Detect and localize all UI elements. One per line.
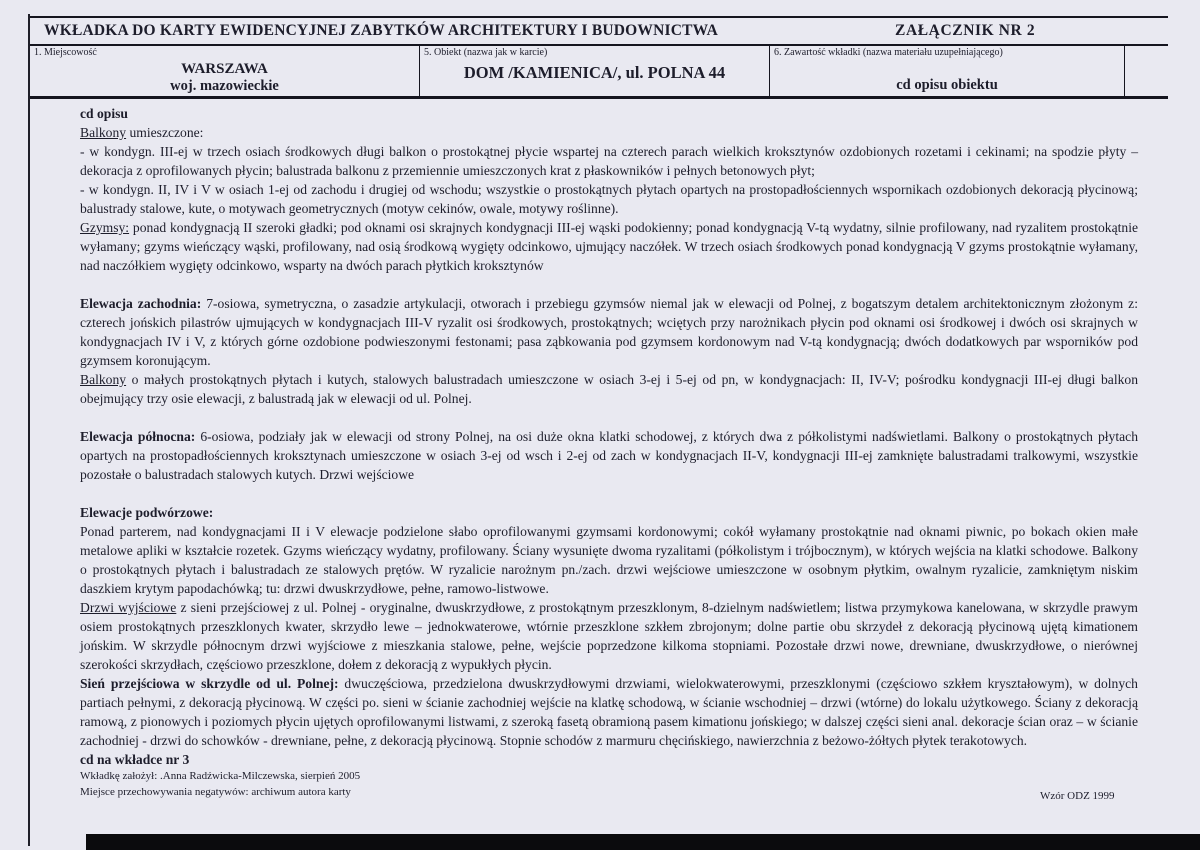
paragraph-balkon-kondygnacja-2-4-5: - w kondygn. II, IV i V w osiach 1-ej od zachodu i drugiej od wschodu; wszystkie o prostokątnych płytach opartych na prostopadłościennych wspornikach ozdobionych dekoracją płycinową; balustrady stalowe, kute, o motywach geometrycznych (motyw cekinów, owale, motywy roślinne). bbox=[80, 182, 1138, 216]
form-code: Wzór ODZ 1999 bbox=[1040, 790, 1115, 802]
scan-edge-left bbox=[28, 14, 30, 846]
cell-miejscowosc bbox=[30, 46, 420, 96]
attachment-number-label: ZAŁĄCZNIK NR 2 bbox=[895, 22, 1036, 39]
paragraph-cd-opisu: cd opisu bbox=[80, 106, 128, 121]
paragraph-elewacje-podworzowe: Ponad parterem, nad kondygnacjami II i V elewacje podzielone słabo oprofilowanymi gzymsami kordonowymi; cokół wyłamany prostokątnie nad oknami piwnic, po bokach okien małe metalowe apliki w kształcie rozetek. Gzyms wieńczący wydatny, profilowany. Ściany wysunięte dwoma ryzalitami (półkolistym i trójbocznym), w których wejścia na klatki schodowe. Balkony o prostokątnych płytach i balustradach ze stalowych prętów. W ryzalicie narożnym pn./zach. drzwi wejściowe umieszczone w osobnym płytkim, owalnym ryzalicie, zamkniętym niskim daszkiem krytym papodachówką; tu: drzwi dwuskrzydłowe, pełne, ramowo-listwowe. bbox=[80, 524, 1138, 596]
scan-band-bottom bbox=[86, 834, 1200, 850]
field-label-obiekt: 5. Obiekt (nazwa jak w karcie) bbox=[424, 47, 548, 58]
paragraph-balkony-zachodnia: Balkony o małych prostokątnych płytach i kutych, stalowych balustradach umieszczone w osiach 3-ej i 5-ej od pn, w kondygnacjach: II, IV-V; pośrodku kondygnacji III-ej długi balkon obejmujący trzy osie elewacji, z balustradą jak w elewacji od ul. Polnej. bbox=[80, 372, 1138, 406]
cell-obiekt bbox=[420, 46, 770, 96]
paragraph-elewacja-zachodnia: Elewacja zachodnia: 7-osiowa, symetryczna, o zasadzie artykulacji, otworach i przebiegu gzymsów niemal jak w elewacji od Polnej, z bogatszym detalem architektonicznym złożonym z: czterech jońskich pilastrów ujmujących w kondygnacjach III-V ryzalit osi środkowych, prostokątnych; wciętych przy narożnikach płycin pod oknami osi środkowej i dwóch osi skrajnych w kondygnacjach IV i V, z których górne ozdobione podwieszonymi festonami; pasa ząbkowania pod gzymsem kordonowym nad V-tą kondygnacją; dwóch dodatkowych par wsporników pod gzymsem koronującym. bbox=[80, 296, 1138, 368]
spacer bbox=[80, 275, 1138, 294]
paragraph-drzwi-wyjsciowe: Drzwi wyjściowe z sieni przejściowej z ul. Polnej - oryginalne, dwuskrzydłowe, z prostokątnym przeszklonym, 8-dzielnym nadświetlem; listwa przymykowa kanelowana, w skrzydle prawym osiem prostokątnych przeszklonych kwater, skrzydło lewe – jednokwaterowe, wtórnie przeszklone szkłem zbrojonym; dolne partie obu skrzydeł z dekoracją płycinową ujętą kimationem jońskim. W skrzydle północnym drzwi wyjściowe z mieszkania stalowe, pełne, wejście poprzedzone kilkoma stopniami. Pozostałe drzwi nowe, drewniane, dwuskrzydłowe, o nierównej szerokości skrzydłach, częściowo przeszklone, dołem z dekoracją z wypukłych płycin. bbox=[80, 600, 1138, 672]
paragraph-balkon-kondygnacja-3: - w kondygn. III-ej w trzech osiach środkowych długi balkon o prostokątnej płycie wspartej na czterech parach wielkich kroksztynów ozdobionych rozetami i cekinami; na spodzie płyty – dekoracja z oprofilowanych płycin; balustrada balkonu z przemiennie umieszczonych krat z płaskowników i pełnych betonowych płyt; bbox=[80, 144, 1138, 178]
field-value-region: woj. mazowieckie bbox=[170, 78, 279, 94]
field-value-obiekt: DOM /KAMIENICA/, ul. POLNA 44 bbox=[463, 63, 726, 82]
paragraph-elewacje-podworzowe-heading: Elewacje podwórzowe: bbox=[80, 505, 214, 520]
paragraph-gzymsy: Gzymsy: ponad kondygnacją II szeroki gładki; pod oknami osi skrajnych kondygnacji III-ej wąski podokienny; ponad kondygnacją V-tą wydatny, silnie profilowany, nad ryzalitem prostokątnie wyłamany; gzyms wieńczący wąski, profilowany, nad osią środkową wygięty odcinkowo, ujmujący naczółek. W trzech osiach środkowych ponad kondygnacją V gzyms prostokątnie wyłamany, nad naczółkiem wygięty odcinkowo, wsparty na dwóch parach płytkich kroksztynów bbox=[80, 220, 1138, 273]
header-row bbox=[30, 18, 1168, 46]
paragraph-elewacja-polnocna: Elewacja północna: 6-osiowa, podziały jak w elewacji od strony Polnej, na osi duże okna klatki schodowej, z których dwa z półkolistymi nadświetlami. Balkony o prostokątnych płytach opartych na prostopadłościennych kroksztynach umieszczone w osiach 3-ej od wsch i 2-ej od zach w kondygnacjach II-V, kondygnacji III-ej zamknięte balustradami tralkowymi, wszystkie pozostałe o balustradach stalowych kutych. Drzwi wejściowe bbox=[80, 429, 1138, 482]
footer-notes bbox=[80, 768, 360, 800]
field-label-miejscowosc: 1. Miejscowość bbox=[34, 47, 97, 58]
description-body bbox=[80, 104, 1138, 769]
footer-negatives-line: Miejsce przechowywania negatywów: archiwum autora karty bbox=[80, 786, 351, 798]
footer-author-line: Wkładkę założył: .Anna Radźwicka-Milczewska, sierpień 2005 bbox=[80, 770, 361, 782]
field-label-zawartosc: 6. Zawartość wkładki (nazwa materiału uzupełniającego) bbox=[774, 47, 1003, 58]
spacer bbox=[80, 408, 1138, 427]
info-table bbox=[30, 46, 1168, 99]
cell-zawartosc bbox=[770, 46, 1125, 96]
field-value-zawartosc: cd opisu obiektu bbox=[896, 77, 998, 93]
document-title: WKŁADKA DO KARTY EWIDENCYJNEJ ZABYTKÓW ARCHITEKTURY I BUDOWNICTWA bbox=[44, 22, 719, 39]
field-value-town: WARSZAWA bbox=[181, 61, 268, 77]
paragraph-cd-na-wkladce: cd na wkładce nr 3 bbox=[80, 752, 190, 767]
paragraph-balkony-heading: Balkony umieszczone: bbox=[80, 125, 204, 140]
spacer bbox=[80, 484, 1138, 503]
paragraph-sien-przejsciowa: Sień przejściowa w skrzydle od ul. Polnej: dwuczęściowa, przedzielona dwuskrzydłowymi drzwiami, wielokwaterowymi, przeszklonymi (częściowo szkłem kryształowym), w dolnych partiach pełnymi, z dekoracją płycinową. W części po. sieni w ścianie zachodniej wejście na klatkę schodową, w ścianie wschodniej – drzwi (wtórne) do lokalu użytkowego. Ściany z dekoracją ramową, z pionowych i poziomych płycin ujętych oprofilowanymi listwami, z szeroką fasetą obramioną pasem kimationu jońskiego; w dalszej części sieni anal. dekoracje ścian oraz – w ścianie zachodniej - drzwi do schowków - drewniane, pełne, z dekoracją płycinową. Stopnie schodów z marmuru chęcińskiego, nawierzchnia z beżowo-żółtych płytek terakotowych. bbox=[80, 676, 1138, 748]
cell-empty bbox=[1125, 46, 1168, 96]
